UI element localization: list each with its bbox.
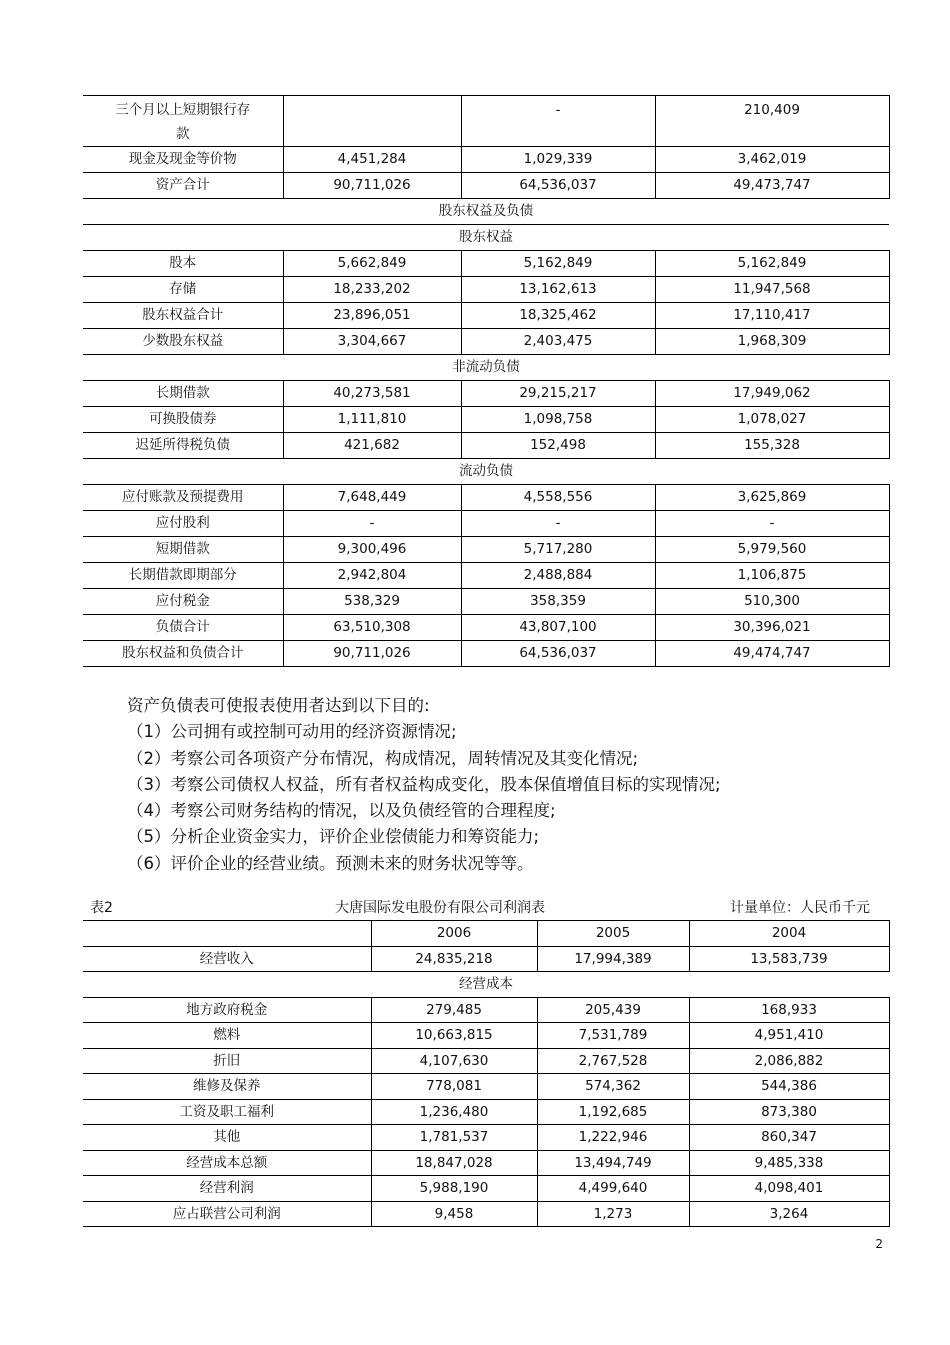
value-cell: 5,717,280 xyxy=(461,537,655,563)
paragraph-line: （4）考察公司财务结构的情况，以及负债经管的合理程度; xyxy=(127,801,556,821)
value-cell: 23,896,051 xyxy=(283,303,461,329)
table-row xyxy=(83,277,889,303)
value-cell: 1,781,537 xyxy=(371,1125,537,1151)
value-cell: 2,403,475 xyxy=(461,329,655,355)
year-header: 2004 xyxy=(689,921,889,947)
table-row xyxy=(83,563,889,589)
row-label: 经营利润 xyxy=(83,1176,371,1202)
value-cell: 5,162,849 xyxy=(461,251,655,277)
value-cell: 9,458 xyxy=(371,1201,537,1227)
value-cell: 205,439 xyxy=(537,997,689,1023)
row-label: 应占联营公司利润 xyxy=(83,1201,371,1227)
row-label: 经营成本总额 xyxy=(83,1150,371,1176)
section-row xyxy=(83,972,889,998)
table-row xyxy=(83,147,889,173)
row-label: 少数股东权益 xyxy=(83,329,283,355)
value-cell: 18,325,462 xyxy=(461,303,655,329)
table-row xyxy=(83,615,889,641)
table-title: 大唐国际发电股份有限公司利润表 xyxy=(335,900,545,916)
value-cell: 5,988,190 xyxy=(371,1176,537,1202)
value-cell: 18,847,028 xyxy=(371,1150,537,1176)
row-label: 可换股债券 xyxy=(83,407,283,433)
value-cell: 40,273,581 xyxy=(283,381,461,407)
unit-label: 计量单位：人民币千元 xyxy=(730,900,870,916)
value-cell: 43,807,100 xyxy=(461,615,655,641)
value-cell: 778,081 xyxy=(371,1074,537,1100)
section-header: 股东权益 xyxy=(83,225,889,251)
balance-sheet-table xyxy=(83,95,890,667)
row-label: 其他 xyxy=(83,1125,371,1151)
row-label: 股东权益和负债合计 xyxy=(83,641,283,667)
value-cell: 1,273 xyxy=(537,1201,689,1227)
value-cell xyxy=(283,96,461,147)
value-cell: 13,494,749 xyxy=(537,1150,689,1176)
row-label: 维修及保养 xyxy=(83,1074,371,1100)
value-cell: 3,304,667 xyxy=(283,329,461,355)
value-cell: 4,451,284 xyxy=(283,147,461,173)
row-label: 应付股利 xyxy=(83,511,283,537)
value-cell: 279,485 xyxy=(371,997,537,1023)
value-cell: 4,499,640 xyxy=(537,1176,689,1202)
paragraph-line: 资产负债表可使报表使用者达到以下目的: xyxy=(127,696,430,715)
value-cell: 4,098,401 xyxy=(689,1176,889,1202)
paragraph-line: （6）评价企业的经营业绩。预测未来的财务状况等等。 xyxy=(127,853,534,873)
table-row xyxy=(83,1125,889,1151)
value-cell: 1,078,027 xyxy=(655,407,889,433)
row-label: 应付账款及预提费用 xyxy=(83,485,283,511)
value-cell: 2,086,882 xyxy=(689,1048,889,1074)
value-cell: 155,328 xyxy=(655,433,889,459)
value-cell: 873,380 xyxy=(689,1099,889,1125)
value-cell: 90,711,026 xyxy=(283,173,461,199)
section-header: 流动负债 xyxy=(83,459,889,485)
value-cell: 4,558,556 xyxy=(461,485,655,511)
value-cell: 11,947,568 xyxy=(655,277,889,303)
table-row xyxy=(83,407,889,433)
table-row xyxy=(83,329,889,355)
row-label: 折旧 xyxy=(83,1048,371,1074)
value-cell: 9,300,496 xyxy=(283,537,461,563)
value-cell: 4,107,630 xyxy=(371,1048,537,1074)
value-cell: 49,473,747 xyxy=(655,173,889,199)
value-cell: 574,362 xyxy=(537,1074,689,1100)
header-row xyxy=(83,921,889,947)
table-row xyxy=(83,997,889,1023)
table-row xyxy=(83,303,889,329)
value-cell: 10,663,815 xyxy=(371,1023,537,1049)
value-cell: 3,462,019 xyxy=(655,147,889,173)
value-cell: 2,488,884 xyxy=(461,563,655,589)
value-cell: 168,933 xyxy=(689,997,889,1023)
value-cell: 1,098,758 xyxy=(461,407,655,433)
table-row xyxy=(83,641,889,667)
year-header: 2005 xyxy=(537,921,689,947)
table-row xyxy=(83,511,889,537)
section-header: 经营成本 xyxy=(83,972,889,998)
paragraph-line: （2）考察公司各项资产分布情况，构成情况，周转情况及其变化情况; xyxy=(127,748,639,768)
value-cell: 3,264 xyxy=(689,1201,889,1227)
value-cell: 7,648,449 xyxy=(283,485,461,511)
value-cell: 3,625,869 xyxy=(655,485,889,511)
value-cell: 5,662,849 xyxy=(283,251,461,277)
row-label: 负债合计 xyxy=(83,615,283,641)
row-label: 长期借款 xyxy=(83,381,283,407)
table-row xyxy=(83,1150,889,1176)
value-cell: 7,531,789 xyxy=(537,1023,689,1049)
value-cell: 13,162,613 xyxy=(461,277,655,303)
row-label: 现金及现金等价物 xyxy=(83,147,283,173)
row-label: 股本 xyxy=(83,251,283,277)
row-label: 迟延所得税负债 xyxy=(83,433,283,459)
row-label: 经营收入 xyxy=(83,946,371,972)
value-cell: 64,536,037 xyxy=(461,173,655,199)
value-cell: 544,386 xyxy=(689,1074,889,1100)
table-row xyxy=(83,1176,889,1202)
value-cell: 64,536,037 xyxy=(461,641,655,667)
section-row xyxy=(83,199,889,225)
income-statement-table xyxy=(83,920,890,1227)
row-label: 长期借款即期部分 xyxy=(83,563,283,589)
row-label: 应付税金 xyxy=(83,589,283,615)
value-cell: 18,233,202 xyxy=(283,277,461,303)
table-row xyxy=(83,433,889,459)
value-cell: 1,029,339 xyxy=(461,147,655,173)
table-row xyxy=(83,96,889,147)
row-label: 短期借款 xyxy=(83,537,283,563)
value-cell: 49,474,747 xyxy=(655,641,889,667)
table-row xyxy=(83,946,889,972)
value-cell: 1,192,685 xyxy=(537,1099,689,1125)
table-row xyxy=(83,485,889,511)
value-cell: - xyxy=(461,511,655,537)
row-label: 股东权益合计 xyxy=(83,303,283,329)
value-cell: 17,110,417 xyxy=(655,303,889,329)
row-label: 工资及职工福利 xyxy=(83,1099,371,1125)
value-cell: 2,942,804 xyxy=(283,563,461,589)
table-row xyxy=(83,1201,889,1227)
value-cell: 5,979,560 xyxy=(655,537,889,563)
value-cell: 538,329 xyxy=(283,589,461,615)
value-cell: 5,162,849 xyxy=(655,251,889,277)
value-cell: 860,347 xyxy=(689,1125,889,1151)
value-cell: 24,835,218 xyxy=(371,946,537,972)
row-label: 三个月以上短期银行存款 xyxy=(83,96,283,147)
table-row xyxy=(83,1099,889,1125)
table-row xyxy=(83,251,889,277)
value-cell: 2,767,528 xyxy=(537,1048,689,1074)
value-cell: 1,236,480 xyxy=(371,1099,537,1125)
table-row xyxy=(83,381,889,407)
table-row xyxy=(83,173,889,199)
value-cell: - xyxy=(283,511,461,537)
value-cell: 152,498 xyxy=(461,433,655,459)
value-cell: 1,222,946 xyxy=(537,1125,689,1151)
table-row xyxy=(83,1023,889,1049)
year-header: 2006 xyxy=(371,921,537,947)
row-label: 地方政府税金 xyxy=(83,997,371,1023)
section-row xyxy=(83,459,889,485)
table-row xyxy=(83,537,889,563)
section-row xyxy=(83,355,889,381)
value-cell: 1,106,875 xyxy=(655,563,889,589)
value-cell: 210,409 xyxy=(655,96,889,147)
table-label: 表2 xyxy=(90,900,113,916)
value-cell: 90,711,026 xyxy=(283,641,461,667)
value-cell: 4,951,410 xyxy=(689,1023,889,1049)
page-number: 2 xyxy=(875,1237,883,1251)
row-label: 资产合计 xyxy=(83,173,283,199)
value-cell: 17,949,062 xyxy=(655,381,889,407)
value-cell: 1,968,309 xyxy=(655,329,889,355)
value-cell: 510,300 xyxy=(655,589,889,615)
paragraph-line: （3）考察公司债权人权益，所有者权益构成变化，股本保值增值目标的实现情况; xyxy=(127,774,721,794)
table-row xyxy=(83,1074,889,1100)
value-cell: 30,396,021 xyxy=(655,615,889,641)
value-cell: - xyxy=(655,511,889,537)
table-row xyxy=(83,589,889,615)
purpose-paragraph xyxy=(127,693,721,877)
section-row xyxy=(83,225,889,251)
header-empty-cell xyxy=(83,921,371,947)
value-cell: 421,682 xyxy=(283,433,461,459)
row-label: 存储 xyxy=(83,277,283,303)
row-label: 燃料 xyxy=(83,1023,371,1049)
paragraph-line: （5）分析企业资金实力，评价企业偿债能力和筹资能力; xyxy=(127,827,540,847)
value-cell: 13,583,739 xyxy=(689,946,889,972)
value-cell: 358,359 xyxy=(461,589,655,615)
value-cell: - xyxy=(461,96,655,147)
paragraph-line: （1）公司拥有或控制可动用的经济资源情况; xyxy=(127,722,457,742)
value-cell: 63,510,308 xyxy=(283,615,461,641)
value-cell: 1,111,810 xyxy=(283,407,461,433)
table-row xyxy=(83,1048,889,1074)
section-header: 股东权益及负债 xyxy=(83,199,889,225)
section-header: 非流动负债 xyxy=(83,355,889,381)
value-cell: 9,485,338 xyxy=(689,1150,889,1176)
value-cell: 29,215,217 xyxy=(461,381,655,407)
value-cell: 17,994,389 xyxy=(537,946,689,972)
